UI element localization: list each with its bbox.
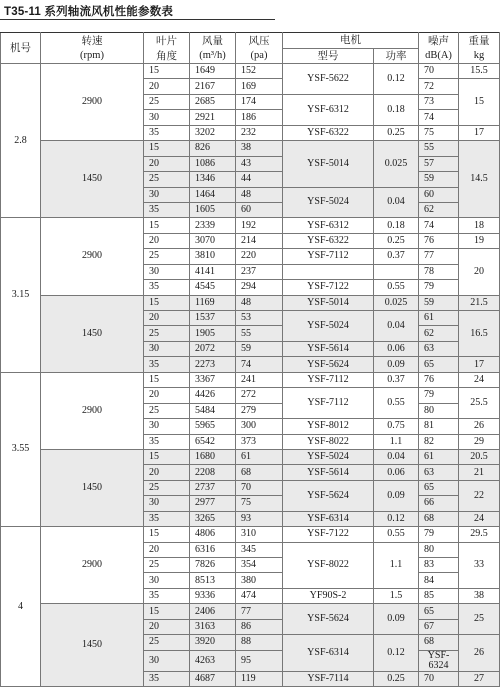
- speed-cell: 1450: [41, 449, 144, 526]
- pressure-cell: 60: [236, 202, 283, 217]
- pressure-cell: 169: [236, 79, 283, 94]
- weight-cell: 24: [459, 372, 500, 387]
- motor-power-cell: 0.06: [374, 341, 419, 356]
- pressure-cell: 192: [236, 218, 283, 233]
- blade-angle-cell: 35: [144, 202, 190, 217]
- noise-cell: 73: [419, 94, 459, 109]
- motor-model-cell: YSF-5614: [283, 465, 374, 480]
- pressure-cell: 43: [236, 156, 283, 171]
- flow-cell: 1649: [190, 64, 236, 79]
- blade-angle-cell: 20: [144, 619, 190, 634]
- motor-model-cell: [283, 264, 374, 279]
- flow-cell: 1464: [190, 187, 236, 202]
- noise-cell: 80: [419, 542, 459, 557]
- flow-cell: 2273: [190, 357, 236, 372]
- noise-cell: 60: [419, 187, 459, 202]
- blade-angle-cell: 15: [144, 218, 190, 233]
- weight-cell: 21.5: [459, 295, 500, 310]
- motor-model-cell: YSF-6314: [283, 511, 374, 526]
- motor-power-cell: 0.025: [374, 141, 419, 187]
- table-row: [1, 218, 500, 233]
- flow-cell: 1605: [190, 202, 236, 217]
- noise-cell: 84: [419, 573, 459, 588]
- flow-cell: 6542: [190, 434, 236, 449]
- flow-cell: 2737: [190, 480, 236, 495]
- noise-cell: 65: [419, 480, 459, 495]
- flow-cell: 3920: [190, 635, 236, 650]
- header-pressure-unit: (pa): [236, 48, 283, 64]
- noise-cell: 72: [419, 79, 459, 94]
- pressure-cell: 220: [236, 249, 283, 264]
- noise-cell: 63: [419, 465, 459, 480]
- motor-model-cell: YSF-5614: [283, 341, 374, 356]
- weight-cell: 17: [459, 357, 500, 372]
- blade-angle-cell: 25: [144, 558, 190, 573]
- motor-power-cell: 0.25: [374, 233, 419, 248]
- motor-model-cell: YSF-6312: [283, 94, 374, 125]
- header-pressure: 风压: [236, 33, 283, 49]
- header-flow-unit: (m³/h): [190, 48, 236, 64]
- flow-cell: 3163: [190, 619, 236, 634]
- noise-cell: 57: [419, 156, 459, 171]
- noise-cell: 83: [419, 558, 459, 573]
- noise-cell: 76: [419, 372, 459, 387]
- page-title: T35-11 系列轴流风机性能参数表: [4, 6, 174, 18]
- weight-cell: 16.5: [459, 311, 500, 357]
- flow-cell: 1537: [190, 311, 236, 326]
- weight-cell: 22: [459, 480, 500, 511]
- blade-angle-cell: 25: [144, 94, 190, 109]
- motor-power-cell: 0.04: [374, 187, 419, 218]
- motor-power-cell: 0.55: [374, 280, 419, 295]
- flow-cell: 2685: [190, 94, 236, 109]
- flow-cell: 2167: [190, 79, 236, 94]
- blade-angle-cell: 15: [144, 604, 190, 619]
- noise-cell: 65: [419, 357, 459, 372]
- header-model: 型号: [283, 48, 374, 64]
- pressure-cell: 119: [236, 671, 283, 686]
- blade-angle-cell: 25: [144, 403, 190, 418]
- motor-model-cell: YF90S-2: [283, 588, 374, 603]
- header-jihao: 机号: [1, 33, 41, 64]
- blade-angle-cell: 25: [144, 172, 190, 187]
- weight-cell: 27: [459, 671, 500, 686]
- flow-cell: 4545: [190, 280, 236, 295]
- motor-model-cell: YSF-8012: [283, 419, 374, 434]
- blade-angle-cell: 15: [144, 295, 190, 310]
- blade-angle-cell: 25: [144, 249, 190, 264]
- pressure-cell: 474: [236, 588, 283, 603]
- blade-angle-cell: 30: [144, 341, 190, 356]
- flow-cell: 5484: [190, 403, 236, 418]
- blade-angle-cell: 25: [144, 635, 190, 650]
- header-power: 功率: [374, 48, 419, 64]
- pressure-cell: 354: [236, 558, 283, 573]
- speed-cell: 2900: [41, 218, 144, 295]
- flow-cell: 4687: [190, 671, 236, 686]
- weight-cell: 25: [459, 604, 500, 635]
- flow-cell: 5965: [190, 419, 236, 434]
- blade-angle-cell: 25: [144, 480, 190, 495]
- performance-table: [0, 32, 500, 687]
- motor-model-cell: YSF-6314: [283, 635, 374, 671]
- header-noise-unit: dB(A): [419, 48, 459, 64]
- header-flow: 风量: [190, 33, 236, 49]
- speed-cell: 1450: [41, 141, 144, 218]
- pressure-cell: 48: [236, 187, 283, 202]
- motor-power-cell: 0.06: [374, 465, 419, 480]
- motor-model-cell: YSF-7112: [283, 372, 374, 387]
- flow-cell: 2406: [190, 604, 236, 619]
- noise-cell: 80: [419, 403, 459, 418]
- weight-cell: 29: [459, 434, 500, 449]
- pressure-cell: 93: [236, 511, 283, 526]
- weight-cell: 15: [459, 79, 500, 125]
- pressure-cell: 61: [236, 449, 283, 464]
- header-motor: 电机: [283, 33, 419, 49]
- flow-cell: 3367: [190, 372, 236, 387]
- motor-model-cell: YSF-5624: [283, 480, 374, 511]
- pressure-cell: 55: [236, 326, 283, 341]
- header-noise: 噪声: [419, 33, 459, 49]
- motor-model-cell: YSF-6312: [283, 218, 374, 233]
- pressure-cell: 70: [236, 480, 283, 495]
- noise-cell: 61: [419, 449, 459, 464]
- motor-power-cell: 1.5: [374, 588, 419, 603]
- table-row: [1, 527, 500, 542]
- noise-cell: 75: [419, 125, 459, 140]
- noise-cell: 66: [419, 496, 459, 511]
- machine-number: 2.8: [1, 64, 41, 218]
- header-angle-2: 角度: [144, 48, 190, 64]
- motor-model-cell: YSF-7114: [283, 671, 374, 686]
- motor-model-cell: YSF-5622: [283, 64, 374, 95]
- motor-power-cell: 1.1: [374, 542, 419, 588]
- motor-power-cell: 0.37: [374, 249, 419, 264]
- blade-angle-cell: 20: [144, 156, 190, 171]
- motor-power-cell: 0.12: [374, 64, 419, 95]
- motor-power-cell: 0.55: [374, 527, 419, 542]
- pressure-cell: 373: [236, 434, 283, 449]
- blade-angle-cell: 15: [144, 372, 190, 387]
- motor-model-cell: YSF-6322: [283, 233, 374, 248]
- motor-power-cell: 0.55: [374, 388, 419, 419]
- blade-angle-cell: 35: [144, 357, 190, 372]
- blade-angle-cell: 15: [144, 527, 190, 542]
- pressure-cell: 48: [236, 295, 283, 310]
- motor-power-cell: 0.25: [374, 671, 419, 686]
- blade-angle-cell: 20: [144, 233, 190, 248]
- noise-cell: 74: [419, 110, 459, 125]
- motor-power-cell: 0.09: [374, 480, 419, 511]
- flow-cell: 1169: [190, 295, 236, 310]
- noise-cell: 67: [419, 619, 459, 634]
- table-row: [1, 604, 500, 619]
- noise-cell: 77: [419, 249, 459, 264]
- table-row: [1, 141, 500, 156]
- header-weight: 重量: [459, 33, 500, 49]
- pressure-cell: 152: [236, 64, 283, 79]
- pressure-cell: 310: [236, 527, 283, 542]
- flow-cell: 6316: [190, 542, 236, 557]
- speed-cell: 2900: [41, 64, 144, 141]
- pressure-cell: 214: [236, 233, 283, 248]
- pressure-cell: 186: [236, 110, 283, 125]
- table-row: [1, 295, 500, 310]
- motor-model-cell: YSF-5024: [283, 449, 374, 464]
- flow-cell: 2977: [190, 496, 236, 511]
- speed-cell: 2900: [41, 527, 144, 604]
- blade-angle-cell: 35: [144, 671, 190, 686]
- noise-cell: 78: [419, 264, 459, 279]
- pressure-cell: 75: [236, 496, 283, 511]
- flow-cell: 1086: [190, 156, 236, 171]
- pressure-cell: 272: [236, 388, 283, 403]
- weight-cell: 25.5: [459, 388, 500, 419]
- blade-angle-cell: 25: [144, 326, 190, 341]
- weight-cell: 24: [459, 511, 500, 526]
- motor-model-cell: YSF-5024: [283, 311, 374, 342]
- noise-cell: 68: [419, 511, 459, 526]
- motor-model-cell: YSF-7112: [283, 249, 374, 264]
- noise-cell: 76: [419, 233, 459, 248]
- pressure-cell: 174: [236, 94, 283, 109]
- blade-angle-cell: 30: [144, 110, 190, 125]
- motor-model-cell: YSF-5624: [283, 604, 374, 635]
- weight-cell: 21: [459, 465, 500, 480]
- motor-power-cell: 0.18: [374, 218, 419, 233]
- noise-cell: 79: [419, 388, 459, 403]
- motor-power-cell: 0.37: [374, 372, 419, 387]
- noise-cell: 81: [419, 419, 459, 434]
- flow-cell: 1680: [190, 449, 236, 464]
- motor-model-cell: YSF-6324: [419, 650, 459, 671]
- blade-angle-cell: 20: [144, 311, 190, 326]
- pressure-cell: 380: [236, 573, 283, 588]
- motor-power-cell: 0.025: [374, 295, 419, 310]
- motor-power-cell: 0.12: [374, 511, 419, 526]
- weight-cell: 15.5: [459, 64, 500, 79]
- motor-model-cell: YSF-5014: [283, 295, 374, 310]
- pressure-cell: 74: [236, 357, 283, 372]
- noise-cell: 70: [419, 64, 459, 79]
- motor-model-cell: YSF-7122: [283, 280, 374, 295]
- motor-power-cell: 0.04: [374, 311, 419, 342]
- blade-angle-cell: 30: [144, 573, 190, 588]
- noise-cell: 68: [419, 635, 459, 650]
- blade-angle-cell: 20: [144, 465, 190, 480]
- blade-angle-cell: 35: [144, 511, 190, 526]
- flow-cell: 4263: [190, 650, 236, 671]
- table-row: [1, 372, 500, 387]
- pressure-cell: 232: [236, 125, 283, 140]
- blade-angle-cell: 20: [144, 388, 190, 403]
- flow-cell: 1346: [190, 172, 236, 187]
- blade-angle-cell: 15: [144, 64, 190, 79]
- flow-cell: 4141: [190, 264, 236, 279]
- weight-cell: 33: [459, 542, 500, 588]
- pressure-cell: 53: [236, 311, 283, 326]
- blade-angle-cell: 30: [144, 419, 190, 434]
- weight-cell: 19: [459, 233, 500, 248]
- blade-angle-cell: 20: [144, 542, 190, 557]
- noise-cell: 70: [419, 671, 459, 686]
- motor-power-cell: [374, 264, 419, 279]
- blade-angle-cell: 35: [144, 280, 190, 295]
- flow-cell: 2072: [190, 341, 236, 356]
- blade-angle-cell: 15: [144, 449, 190, 464]
- weight-cell: 26: [459, 419, 500, 434]
- motor-model-cell: YSF-5024: [283, 187, 374, 218]
- motor-power-cell: 1.1: [374, 434, 419, 449]
- header-weight-unit: kg: [459, 48, 500, 64]
- flow-cell: 3810: [190, 249, 236, 264]
- noise-cell: 82: [419, 434, 459, 449]
- speed-cell: 2900: [41, 372, 144, 449]
- blade-angle-cell: 30: [144, 496, 190, 511]
- flow-cell: 826: [190, 141, 236, 156]
- motor-model-cell: YSF-5624: [283, 357, 374, 372]
- blade-angle-cell: 20: [144, 79, 190, 94]
- motor-model-cell: YSF-8022: [283, 542, 374, 588]
- weight-cell: 14.5: [459, 141, 500, 218]
- noise-cell: 65: [419, 604, 459, 619]
- motor-model-cell: YSF-5014: [283, 141, 374, 187]
- pressure-cell: 77: [236, 604, 283, 619]
- header-row-2: [1, 48, 500, 64]
- header-speed-unit: (rpm): [41, 48, 144, 64]
- noise-cell: 85: [419, 588, 459, 603]
- motor-model-cell: YSF-7122: [283, 527, 374, 542]
- noise-cell: 59: [419, 172, 459, 187]
- table-row: [1, 64, 500, 79]
- pressure-cell: 86: [236, 619, 283, 634]
- blade-angle-cell: 30: [144, 650, 190, 671]
- flow-cell: 3265: [190, 511, 236, 526]
- flow-cell: 4426: [190, 388, 236, 403]
- blade-angle-cell: 15: [144, 141, 190, 156]
- blade-angle-cell: 30: [144, 264, 190, 279]
- machine-number: 3.55: [1, 372, 41, 526]
- flow-cell: 1905: [190, 326, 236, 341]
- weight-cell: 29.5: [459, 527, 500, 542]
- flow-cell: 7826: [190, 558, 236, 573]
- title-underline: [0, 19, 275, 20]
- flow-cell: 3202: [190, 125, 236, 140]
- flow-cell: 2921: [190, 110, 236, 125]
- motor-power-cell: 0.09: [374, 604, 419, 635]
- header-row-1: [1, 33, 500, 49]
- machine-number: 4: [1, 527, 41, 687]
- noise-cell: 79: [419, 280, 459, 295]
- table-row: [1, 449, 500, 464]
- pressure-cell: 279: [236, 403, 283, 418]
- weight-cell: 38: [459, 588, 500, 603]
- noise-cell: 55: [419, 141, 459, 156]
- pressure-cell: 300: [236, 419, 283, 434]
- noise-cell: 61: [419, 311, 459, 326]
- speed-cell: 1450: [41, 604, 144, 687]
- blade-angle-cell: 35: [144, 588, 190, 603]
- pressure-cell: 59: [236, 341, 283, 356]
- speed-cell: 1450: [41, 295, 144, 372]
- weight-cell: 18: [459, 218, 500, 233]
- motor-power-cell: 0.18: [374, 94, 419, 125]
- header-speed: 转速: [41, 33, 144, 49]
- noise-cell: 79: [419, 527, 459, 542]
- motor-model-cell: YSF-8022: [283, 434, 374, 449]
- noise-cell: 74: [419, 218, 459, 233]
- motor-power-cell: 0.09: [374, 357, 419, 372]
- pressure-cell: 237: [236, 264, 283, 279]
- weight-cell: 17: [459, 125, 500, 140]
- flow-cell: 2339: [190, 218, 236, 233]
- motor-power-cell: 0.12: [374, 635, 419, 671]
- blade-angle-cell: 35: [144, 434, 190, 449]
- pressure-cell: 294: [236, 280, 283, 295]
- pressure-cell: 241: [236, 372, 283, 387]
- header-angle: 叶片: [144, 33, 190, 49]
- motor-model-cell: YSF-7112: [283, 388, 374, 419]
- pressure-cell: 38: [236, 141, 283, 156]
- flow-cell: 9336: [190, 588, 236, 603]
- pressure-cell: 345: [236, 542, 283, 557]
- flow-cell: 8513: [190, 573, 236, 588]
- motor-power-cell: 0.04: [374, 449, 419, 464]
- weight-cell: 20.5: [459, 449, 500, 464]
- weight-cell: 26: [459, 635, 500, 671]
- machine-number: 3.15: [1, 218, 41, 372]
- flow-cell: 4806: [190, 527, 236, 542]
- noise-cell: 63: [419, 341, 459, 356]
- motor-power-cell: 0.75: [374, 419, 419, 434]
- motor-model-cell: YSF-6322: [283, 125, 374, 140]
- pressure-cell: 44: [236, 172, 283, 187]
- pressure-cell: 95: [236, 650, 283, 671]
- blade-angle-cell: 30: [144, 187, 190, 202]
- noise-cell: 62: [419, 202, 459, 217]
- pressure-cell: 88: [236, 635, 283, 650]
- flow-cell: 2208: [190, 465, 236, 480]
- noise-cell: 59: [419, 295, 459, 310]
- pressure-cell: 68: [236, 465, 283, 480]
- weight-cell: 20: [459, 249, 500, 295]
- noise-cell: 62: [419, 326, 459, 341]
- motor-power-cell: 0.25: [374, 125, 419, 140]
- blade-angle-cell: 35: [144, 125, 190, 140]
- flow-cell: 3070: [190, 233, 236, 248]
